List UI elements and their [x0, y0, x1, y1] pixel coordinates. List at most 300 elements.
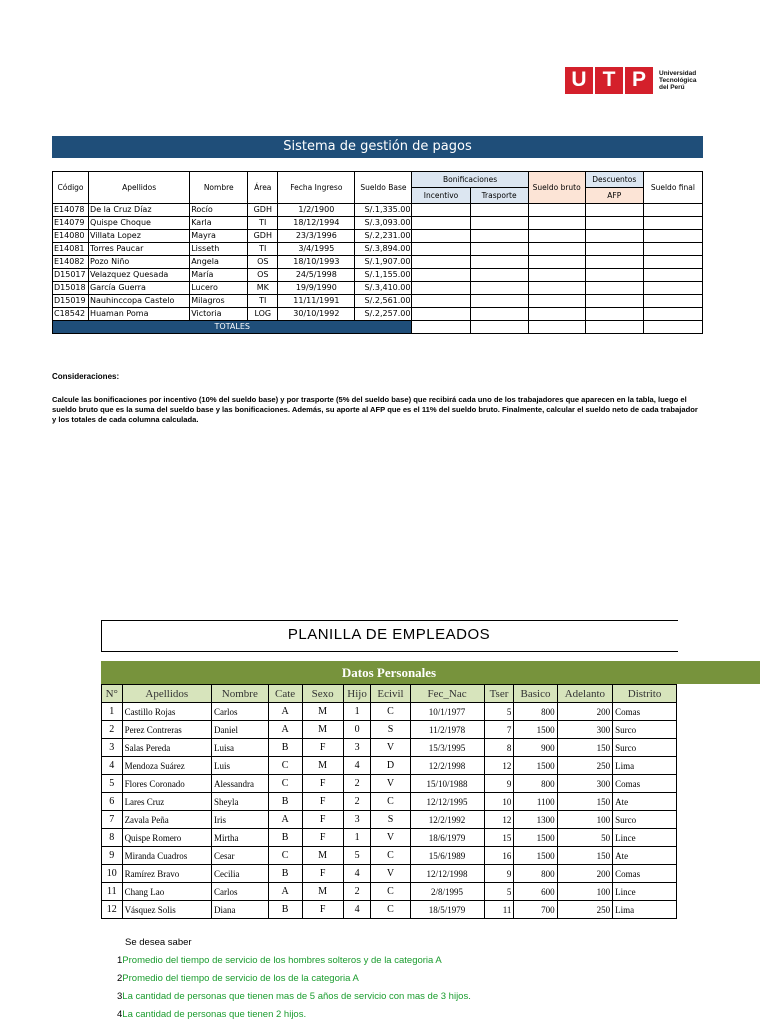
- adelanto-cell: 300: [557, 721, 613, 739]
- logo-text: Universidad Tecnológica del Perú: [659, 69, 697, 91]
- ecivil-cell: C: [371, 901, 410, 919]
- empty-cell: [643, 217, 702, 230]
- tser-cell: 15: [484, 829, 514, 847]
- distrito-cell: Lima: [613, 757, 677, 775]
- empty-cell: [585, 217, 643, 230]
- empty-cell: [412, 204, 470, 217]
- apellidos-cell: Chang Lao: [122, 883, 211, 901]
- table-row: [102, 901, 677, 919]
- sexo-cell: F: [302, 793, 343, 811]
- ecivil-cell: C: [371, 847, 410, 865]
- apellidos-cell: Ramírez Bravo: [122, 865, 211, 883]
- band-label: Datos Personales: [341, 665, 437, 680]
- hijo-cell: 2: [343, 793, 371, 811]
- cate-cell: A: [268, 811, 302, 829]
- nombre-cell: Diana: [212, 901, 269, 919]
- total-cell: [470, 321, 528, 334]
- hijo-cell: 1: [343, 703, 371, 721]
- column-header: N°: [102, 685, 123, 703]
- empty-cell: [585, 308, 643, 321]
- sueldo-base-cell: S/.2,561.00: [355, 295, 412, 308]
- table-row: [53, 282, 703, 295]
- codigo-cell: C18542: [53, 308, 89, 321]
- area-cell: MK: [248, 282, 278, 295]
- empty-cell: [643, 282, 702, 295]
- distrito-cell: Surco: [613, 811, 677, 829]
- codigo-cell: E14082: [53, 256, 89, 269]
- empty-cell: [470, 243, 528, 256]
- tser-cell: 9: [484, 865, 514, 883]
- sueldo-base-cell: S/.2,257.00: [355, 308, 412, 321]
- empty-cell: [643, 256, 702, 269]
- n-cell: 5: [102, 775, 123, 793]
- table-row: [53, 269, 703, 282]
- adelanto-cell: 300: [557, 775, 613, 793]
- ecivil-cell: C: [371, 883, 410, 901]
- empty-cell: [470, 204, 528, 217]
- empty-cell: [585, 256, 643, 269]
- sueldo-base-cell: S/.1,907.00: [355, 256, 412, 269]
- col-descuentos: Descuentos: [585, 172, 643, 188]
- codigo-cell: E14080: [53, 230, 89, 243]
- sueldo-base-cell: S/.3,093.00: [355, 217, 412, 230]
- cate-cell: C: [268, 775, 302, 793]
- table-row: [102, 703, 677, 721]
- basico-cell: 1500: [514, 757, 557, 775]
- column-header: Fec_Nac: [410, 685, 484, 703]
- tser-cell: 5: [484, 883, 514, 901]
- totals-row: [53, 321, 703, 334]
- cate-cell: B: [268, 901, 302, 919]
- totals-label: TOTALES: [53, 321, 412, 334]
- adelanto-cell: 150: [557, 739, 613, 757]
- empty-cell: [643, 269, 702, 282]
- empty-cell: [528, 256, 585, 269]
- nombre-cell: Daniel: [212, 721, 269, 739]
- apellidos-cell: Mendoza Suárez: [122, 757, 211, 775]
- ecivil-cell: S: [371, 721, 410, 739]
- col-sueldo-bruto: Sueldo bruto: [528, 172, 585, 204]
- page-title: Sistema de gestión de pagos: [52, 136, 703, 158]
- total-cell: [412, 321, 470, 334]
- col-codigo: Código: [53, 172, 89, 204]
- apellidos-cell: De la Cruz Díaz: [89, 204, 190, 217]
- sueldo-base-cell: S/.3,410.00: [355, 282, 412, 295]
- empty-cell: [528, 269, 585, 282]
- fec-nac-cell: 15/6/1989: [410, 847, 484, 865]
- nombre-cell: Alessandra: [212, 775, 269, 793]
- tser-cell: 8: [484, 739, 514, 757]
- apellidos-cell: Zavala Peña: [122, 811, 211, 829]
- adelanto-cell: 200: [557, 703, 613, 721]
- table-row: [102, 739, 677, 757]
- nombre-cell: Carlos: [212, 883, 269, 901]
- codigo-cell: E14079: [53, 217, 89, 230]
- table-row: [53, 256, 703, 269]
- fec-nac-cell: 11/2/1978: [410, 721, 484, 739]
- question-text: La cantidad de personas que tienen 2 hijos.: [122, 1009, 307, 1020]
- fecha-cell: 18/10/1993: [278, 256, 355, 269]
- question-item: [117, 1009, 306, 1020]
- logo-letter: T: [595, 67, 623, 94]
- adelanto-cell: 250: [557, 901, 613, 919]
- fec-nac-cell: 15/3/1995: [410, 739, 484, 757]
- apellidos-cell: Perez Contreras: [122, 721, 211, 739]
- nombre-cell: Mayra: [190, 230, 248, 243]
- utp-logo: [565, 64, 696, 96]
- fecha-cell: 1/2/1900: [278, 204, 355, 217]
- nombre-cell: Mirtha: [212, 829, 269, 847]
- apellidos-cell: Pozo Niño: [89, 256, 190, 269]
- col-area: Área: [248, 172, 278, 204]
- cate-cell: C: [268, 847, 302, 865]
- total-cell: [643, 321, 702, 334]
- codigo-cell: D15019: [53, 295, 89, 308]
- question-number: 1: [117, 955, 123, 966]
- question-item: [117, 973, 359, 984]
- table-row: [102, 847, 677, 865]
- apellidos-cell: Huaman Poma: [89, 308, 190, 321]
- nombre-cell: Lisseth: [190, 243, 248, 256]
- basico-cell: 700: [514, 901, 557, 919]
- ecivil-cell: V: [371, 865, 410, 883]
- empty-cell: [643, 243, 702, 256]
- tser-cell: 11: [484, 901, 514, 919]
- area-cell: TI: [248, 295, 278, 308]
- datos-personales-band: [101, 661, 760, 684]
- table-row: [53, 217, 703, 230]
- n-cell: 7: [102, 811, 123, 829]
- hijo-cell: 1: [343, 829, 371, 847]
- empty-cell: [412, 308, 470, 321]
- empty-cell: [643, 295, 702, 308]
- area-cell: LOG: [248, 308, 278, 321]
- question-text: Promedio del tiempo de servicio de los hombres solteros y de la categoria A: [122, 955, 442, 966]
- tser-cell: 16: [484, 847, 514, 865]
- distrito-cell: Comas: [613, 775, 677, 793]
- sexo-cell: F: [302, 901, 343, 919]
- empty-cell: [412, 217, 470, 230]
- empty-cell: [412, 243, 470, 256]
- nombre-cell: Luis: [212, 757, 269, 775]
- hijo-cell: 5: [343, 847, 371, 865]
- planilla-title: PLANILLA DE EMPLEADOS: [287, 626, 491, 643]
- fec-nac-cell: 12/12/1995: [410, 793, 484, 811]
- payment-table: [52, 171, 703, 334]
- empty-cell: [412, 295, 470, 308]
- area-cell: TI: [248, 217, 278, 230]
- hijo-cell: 3: [343, 811, 371, 829]
- ecivil-cell: V: [371, 829, 410, 847]
- basico-cell: 1500: [514, 847, 557, 865]
- hijo-cell: 2: [343, 775, 371, 793]
- table-row: [102, 757, 677, 775]
- question-item: [117, 955, 442, 966]
- basico-cell: 1300: [514, 811, 557, 829]
- apellidos-cell: Lares Cruz: [122, 793, 211, 811]
- table-row: [53, 295, 703, 308]
- distrito-cell: Ate: [613, 793, 677, 811]
- table-row: [53, 230, 703, 243]
- distrito-cell: Lince: [613, 883, 677, 901]
- ecivil-cell: D: [371, 757, 410, 775]
- column-header: Apellidos: [122, 685, 211, 703]
- n-cell: 10: [102, 865, 123, 883]
- nombre-cell: Karla: [190, 217, 248, 230]
- basico-cell: 800: [514, 703, 557, 721]
- n-cell: 3: [102, 739, 123, 757]
- nombre-cell: Lucero: [190, 282, 248, 295]
- empty-cell: [470, 256, 528, 269]
- sexo-cell: M: [302, 721, 343, 739]
- col-trasporte: Trasporte: [470, 188, 528, 204]
- fecha-cell: 3/4/1995: [278, 243, 355, 256]
- distrito-cell: Ate: [613, 847, 677, 865]
- hijo-cell: 4: [343, 865, 371, 883]
- col-apellidos: Apellidos: [89, 172, 190, 204]
- empty-cell: [412, 282, 470, 295]
- sueldo-base-cell: S/.1,155.00: [355, 269, 412, 282]
- fecha-cell: 23/3/1996: [278, 230, 355, 243]
- nombre-cell: Cecilia: [212, 865, 269, 883]
- fecha-cell: 19/9/1990: [278, 282, 355, 295]
- sueldo-base-cell: S/.3,894.00: [355, 243, 412, 256]
- empty-cell: [528, 204, 585, 217]
- n-cell: 6: [102, 793, 123, 811]
- cate-cell: B: [268, 829, 302, 847]
- empty-cell: [585, 269, 643, 282]
- distrito-cell: Surco: [613, 721, 677, 739]
- apellidos-cell: Quispe Romero: [122, 829, 211, 847]
- question-item: [117, 991, 471, 1002]
- basico-cell: 600: [514, 883, 557, 901]
- nombre-cell: Carlos: [212, 703, 269, 721]
- n-cell: 8: [102, 829, 123, 847]
- table-row: [102, 775, 677, 793]
- n-cell: 9: [102, 847, 123, 865]
- basico-cell: 1500: [514, 721, 557, 739]
- total-cell: [585, 321, 643, 334]
- employees-table: [101, 684, 677, 919]
- basico-cell: 1500: [514, 829, 557, 847]
- questions-title: Se desea saber: [125, 937, 192, 948]
- nombre-cell: María: [190, 269, 248, 282]
- area-cell: GDH: [248, 230, 278, 243]
- fec-nac-cell: 2/8/1995: [410, 883, 484, 901]
- nombre-cell: Cesar: [212, 847, 269, 865]
- fecha-cell: 30/10/1992: [278, 308, 355, 321]
- table-row: [53, 204, 703, 217]
- hijo-cell: 0: [343, 721, 371, 739]
- adelanto-cell: 150: [557, 793, 613, 811]
- area-cell: TI: [248, 243, 278, 256]
- ecivil-cell: S: [371, 811, 410, 829]
- cate-cell: B: [268, 793, 302, 811]
- apellidos-cell: Flores Coronado: [122, 775, 211, 793]
- area-cell: OS: [248, 269, 278, 282]
- sueldo-base-cell: S/.2,231.00: [355, 230, 412, 243]
- col-nombre: Nombre: [190, 172, 248, 204]
- distrito-cell: Comas: [613, 703, 677, 721]
- logo-letter: P: [625, 67, 653, 94]
- empty-cell: [643, 308, 702, 321]
- empty-cell: [470, 230, 528, 243]
- tser-cell: 9: [484, 775, 514, 793]
- empty-cell: [585, 243, 643, 256]
- table-row: [102, 883, 677, 901]
- empty-cell: [528, 295, 585, 308]
- empty-cell: [470, 295, 528, 308]
- sexo-cell: F: [302, 829, 343, 847]
- question-text: La cantidad de personas que tienen mas de 5 años de servicio con mas de 3 hijos.: [122, 991, 471, 1002]
- sexo-cell: M: [302, 757, 343, 775]
- cate-cell: A: [268, 883, 302, 901]
- cate-cell: B: [268, 865, 302, 883]
- nombre-cell: Luisa: [212, 739, 269, 757]
- empty-cell: [643, 230, 702, 243]
- table-row: [53, 243, 703, 256]
- ecivil-cell: V: [371, 775, 410, 793]
- apellidos-cell: Velazquez Quesada: [89, 269, 190, 282]
- basico-cell: 900: [514, 739, 557, 757]
- codigo-cell: E14078: [53, 204, 89, 217]
- tser-cell: 10: [484, 793, 514, 811]
- table-row: [53, 308, 703, 321]
- apellidos-cell: Vásquez Solis: [122, 901, 211, 919]
- col-bonificaciones: Bonificaciones: [412, 172, 528, 188]
- apellidos-cell: Torres Paucar: [89, 243, 190, 256]
- empty-cell: [585, 282, 643, 295]
- table-row: [102, 721, 677, 739]
- table-row: [102, 811, 677, 829]
- fec-nac-cell: 18/5/1979: [410, 901, 484, 919]
- table-row: [102, 793, 677, 811]
- table-row: [102, 829, 677, 847]
- adelanto-cell: 200: [557, 865, 613, 883]
- sexo-cell: M: [302, 847, 343, 865]
- area-cell: OS: [248, 256, 278, 269]
- apellidos-cell: Salas Pereda: [122, 739, 211, 757]
- column-header: Basico: [514, 685, 557, 703]
- col-fecha: Fecha Ingreso: [278, 172, 355, 204]
- empty-cell: [528, 282, 585, 295]
- column-header: Sexo: [302, 685, 343, 703]
- total-cell: [528, 321, 585, 334]
- apellidos-cell: Castillo Rojas: [122, 703, 211, 721]
- ecivil-cell: C: [371, 793, 410, 811]
- empty-cell: [528, 217, 585, 230]
- question-number: 3: [117, 991, 123, 1002]
- empty-cell: [470, 217, 528, 230]
- adelanto-cell: 100: [557, 883, 613, 901]
- question-number: 4: [117, 1009, 123, 1020]
- nombre-cell: Rocío: [190, 204, 248, 217]
- column-header: Cate: [268, 685, 302, 703]
- empty-cell: [528, 243, 585, 256]
- empty-cell: [585, 295, 643, 308]
- column-header: Hijo: [343, 685, 371, 703]
- sexo-cell: F: [302, 739, 343, 757]
- column-header: Tser: [484, 685, 514, 703]
- hijo-cell: 4: [343, 901, 371, 919]
- codigo-cell: D15018: [53, 282, 89, 295]
- fec-nac-cell: 12/12/1998: [410, 865, 484, 883]
- logo-letter: U: [565, 67, 593, 94]
- distrito-cell: Lince: [613, 829, 677, 847]
- nombre-cell: Milagros: [190, 295, 248, 308]
- ecivil-cell: V: [371, 739, 410, 757]
- n-cell: 12: [102, 901, 123, 919]
- basico-cell: 800: [514, 775, 557, 793]
- empty-cell: [585, 204, 643, 217]
- empty-cell: [470, 269, 528, 282]
- basico-cell: 800: [514, 865, 557, 883]
- sueldo-base-cell: S/.1,335.00: [355, 204, 412, 217]
- cate-cell: B: [268, 739, 302, 757]
- col-sueldo-base: Sueldo Base: [355, 172, 412, 204]
- empty-cell: [412, 256, 470, 269]
- apellidos-cell: Quispe Choque: [89, 217, 190, 230]
- sexo-cell: F: [302, 775, 343, 793]
- fecha-cell: 24/5/1998: [278, 269, 355, 282]
- basico-cell: 1100: [514, 793, 557, 811]
- fec-nac-cell: 10/1/1977: [410, 703, 484, 721]
- codigo-cell: D15017: [53, 269, 89, 282]
- area-cell: GDH: [248, 204, 278, 217]
- column-header: Distrito: [613, 685, 677, 703]
- distrito-cell: Comas: [613, 865, 677, 883]
- apellidos-cell: Nauhinccopa Castelo: [89, 295, 190, 308]
- table-row: [102, 865, 677, 883]
- empty-cell: [585, 230, 643, 243]
- fec-nac-cell: 15/10/1988: [410, 775, 484, 793]
- sexo-cell: F: [302, 865, 343, 883]
- empty-cell: [643, 204, 702, 217]
- sexo-cell: F: [302, 811, 343, 829]
- apellidos-cell: Miranda Cuadros: [122, 847, 211, 865]
- cate-cell: C: [268, 757, 302, 775]
- n-cell: 1: [102, 703, 123, 721]
- col-afp: AFP: [585, 188, 643, 204]
- col-incentivo: Incentivo: [412, 188, 470, 204]
- tser-cell: 5: [484, 703, 514, 721]
- question-number: 2: [117, 973, 123, 984]
- cate-cell: A: [268, 721, 302, 739]
- empty-cell: [528, 308, 585, 321]
- adelanto-cell: 100: [557, 811, 613, 829]
- hijo-cell: 2: [343, 883, 371, 901]
- sexo-cell: M: [302, 703, 343, 721]
- tser-cell: 7: [484, 721, 514, 739]
- n-cell: 4: [102, 757, 123, 775]
- hijo-cell: 3: [343, 739, 371, 757]
- apellidos-cell: García Guerra: [89, 282, 190, 295]
- empty-cell: [470, 308, 528, 321]
- empty-cell: [470, 282, 528, 295]
- apellidos-cell: Villata Lopez: [89, 230, 190, 243]
- nombre-cell: Sheyla: [212, 793, 269, 811]
- n-cell: 11: [102, 883, 123, 901]
- column-header: Nombre: [212, 685, 269, 703]
- adelanto-cell: 250: [557, 757, 613, 775]
- nombre-cell: Victoria: [190, 308, 248, 321]
- codigo-cell: E14081: [53, 243, 89, 256]
- col-sueldo-final: Sueldo final: [643, 172, 702, 204]
- fec-nac-cell: 18/6/1979: [410, 829, 484, 847]
- n-cell: 2: [102, 721, 123, 739]
- adelanto-cell: 150: [557, 847, 613, 865]
- tser-cell: 12: [484, 757, 514, 775]
